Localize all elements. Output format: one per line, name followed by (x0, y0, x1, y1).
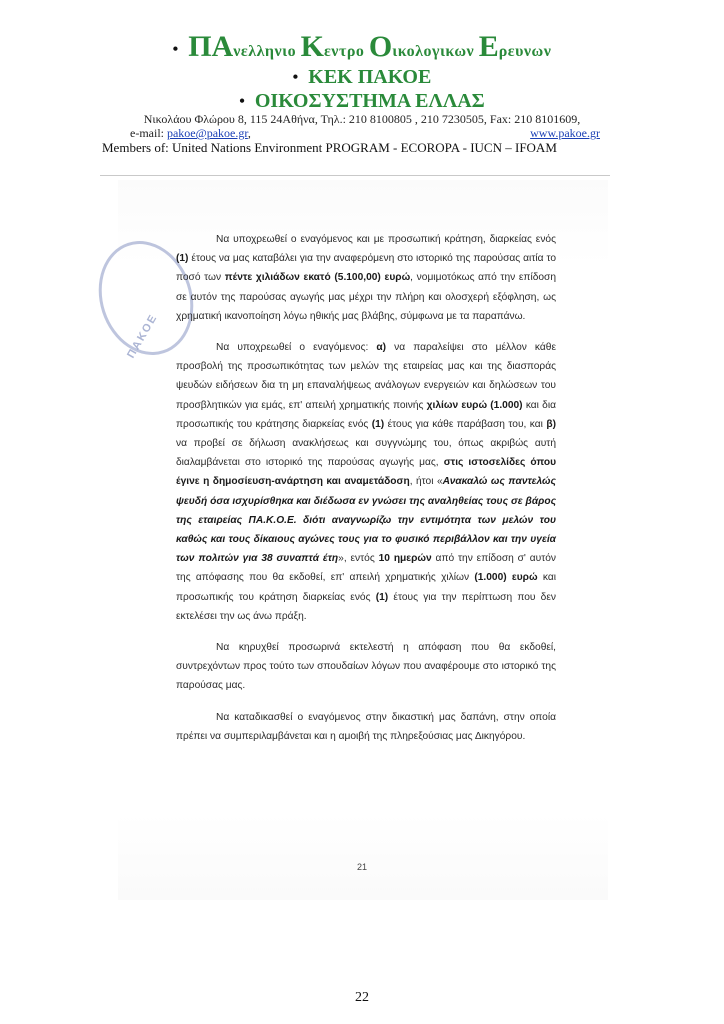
document-body (176, 230, 556, 758)
stamp-seal-text: ΠΑΚΟΕ (125, 311, 161, 361)
header-divider (100, 175, 610, 176)
paragraph-costs: Να καταδικασθεί ο εναγόμενος στην δικαστική μας δαπάνη, στην οποία πρέπει να συμπεριλαμβάνεται και η αμοιβή της πληρεξούσιας μας Δικηγόρου. (176, 711, 556, 742)
email-line: e-mail: pakoe@pakoe.gr, (130, 126, 251, 140)
contact-address: Νικολάου Φλώρου 8, 115 24Αθήνα, Τηλ.: 210 8100805 , 210 7230505, Fax: 210 8101609, (143, 112, 581, 126)
website-link[interactable]: www.pakoe.gr (530, 126, 600, 140)
inner-page-number: 21 (356, 862, 367, 872)
page-number: 22 (355, 990, 369, 1005)
paragraph-compensation: Να υποχρεωθεί ο εναγόμενος και με προσωπική κράτηση, διαρκείας ενός (1) έτους να μας καταβάλει για την αναφερόμενη στο ιστορικό της παρούσας αιτία το ποσό των πέντε χιλιάδων εκατό (5.100,00) ευρώ, νομιμοτόκως από την επίδοση σε αυτόν της παρούσας αγωγής μας μέχρι την πλήρη και ολοσχερή εξόφληση, ως χρηματική ικανοποίηση λόγω ηθικής μας βλάβης, σύμφωνα με τα παραπάνω. (176, 234, 557, 322)
bullet-icon: • (172, 41, 179, 59)
kek-line: • ΚΕΚ ΠΑΚΟΕ (292, 66, 432, 88)
bullet-icon: • (292, 69, 299, 87)
organization-name: • ΠΑνελληνιο Κεντρο Οικολογικων Ερευνων (172, 30, 552, 63)
bullet-icon: • (239, 93, 245, 111)
paragraph-retraction: Να υποχρεωθεί ο εναγόμενος: α) να παραλείψει στο μέλλον κάθε προσβολή της προσωπικότητας των μελών της εταιρείας μας και της διασποράς ψευδών ειδήσεων δια τη μη επαναλήψεως ανάλογων ενεργειών και δηλώσεων του προσβλητικών για εμάς, επ' απειλή χρηματικής ποινής χιλίων ευρώ (1.000) και δια προσωπικής του κράτησης διαρκείας ενός (1) έτους για κάθε παράβαση του, και β) να προβεί σε δήλωση ανακλήσεως και συγγνώμης του, όπως ακριβώς αυτή διαλαμβάνεται στο ιστορικό της παρούσας αγωγής μας, στις ιστοσελίδες όπου έγινε η δημοσίευση-ανάρτηση και αναμετάδοση, ήτοι «Ανακαλώ ως παντελώς ψευδή όσα ισχυρίσθηκα και διέδωσα εν γνώσει της αναληθείας τους σε βάρος της εταιρείας ΠΑ.Κ.Ο.Ε. διότι αναγνωρίζω την εντιμότητα των μελών του καθώς και τους δίκαιους αγώνες τους για το φυσικό περιβάλλον και την υγεία των πολιτών για 38 συναπτά έτη», εντός 10 ημερών από την επίδοση σ' αυτόν της απόφασης που θα εκδοθεί, επ' απειλή χρηματικής χιλίων (1.000) ευρώ και προσωπικής του κράτηση διαρκείας ενός (1) έτους για την περίπτωση που δεν εκτελέσει την ως άνω πράξη. (176, 342, 557, 622)
paragraph-provisional-execution: Να κηρυχθεί προσωρινά εκτελεστή η απόφαση που θα εκδοθεί, συντρεχόντων προς τούτο των σπουδαίων λόγων που αναφέρουμε στο ιστορικό της παρούσας μας. (176, 642, 556, 692)
memberships-line: Members of: United Nations Environment PROGRAM - ECOROPA - IUCN – IFOAM (102, 140, 557, 155)
email-link[interactable]: pakoe@pakoe.gr (166, 126, 248, 140)
ecosystem-line: • ΟΙΚΟΣΥΣΤΗΜΑ ΕΛΛΑΣ (239, 90, 485, 112)
